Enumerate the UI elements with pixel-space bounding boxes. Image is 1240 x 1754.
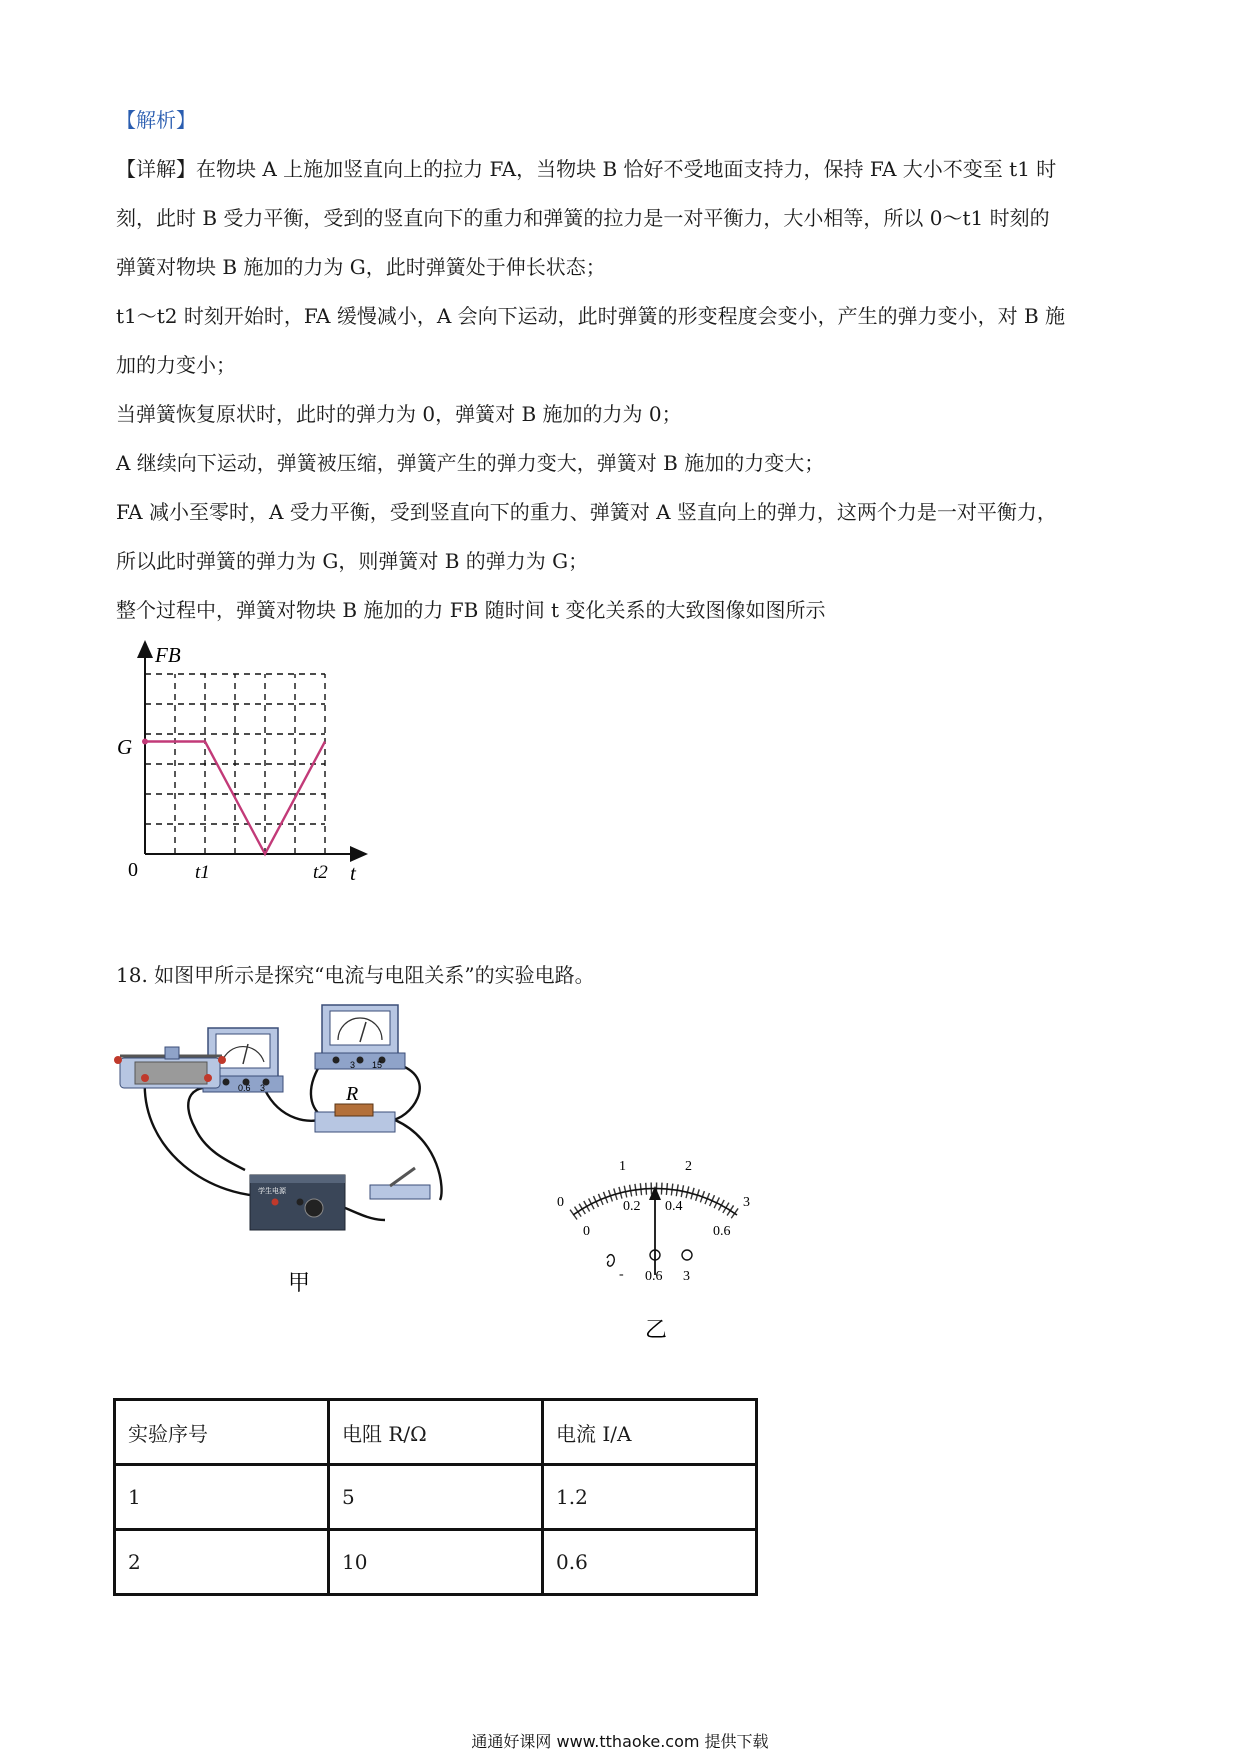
power-supply-label: 学生电源 <box>258 1187 286 1195</box>
top-scale-3: 3 <box>743 1195 750 1210</box>
top-scale-2: 2 <box>685 1159 692 1174</box>
bottom-scale-0.2: 0.2 <box>623 1199 641 1214</box>
analysis-line: 当弹簧恢复原状时，此时的弹力为 0，弹簧对 B 施加的力为 0； <box>116 402 682 426</box>
terminal-minus: - <box>619 1267 624 1282</box>
analysis-line: 弹簧对物块 B 施加的力为 G，此时弹簧处于伸长状态； <box>116 255 606 279</box>
circuit-figure <box>110 1000 510 1300</box>
analysis-line: t1～t2 时刻开始时，FA 缓慢减小，A 会向下运动，此时弹簧的形变程度会变小，产生的弹力变小，对 B 施 <box>116 304 1066 328</box>
table-cell: 2 <box>115 1530 329 1595</box>
power-supply <box>250 1175 345 1230</box>
figure-jia-label: 甲 <box>288 1271 311 1296</box>
table-cell: 5 <box>329 1465 543 1530</box>
table-cell: 10 <box>329 1530 543 1595</box>
ammeter-terminal-label: 0.6 <box>238 1083 251 1093</box>
analysis-line: A 继续向下运动，弹簧被压缩，弹簧产生的弹力变大，弹簧对 B 施加的力变大； <box>116 451 825 475</box>
terminal-3: 3 <box>683 1269 690 1284</box>
bottom-scale-0.4: 0.4 <box>665 1199 683 1214</box>
analysis-line: FA 减小至零时，A 受力平衡，受到竖直向下的重力、弹簧对 A 竖直向上的弹力，这两个力是一对平衡力， <box>116 500 1057 524</box>
resistor-label: R <box>346 1083 359 1105</box>
voltmeter <box>315 1005 405 1070</box>
graph-series <box>142 739 325 855</box>
analysis-line: 整个过程中，弹簧对物块 B 施加的力 FB 随时间 t 变化关系的大致图像如图所示 <box>116 598 826 622</box>
g-tick-label: G <box>117 735 133 759</box>
analysis-line: 加的力变小； <box>116 353 236 377</box>
analysis-heading: 【解析】 <box>116 108 196 132</box>
bottom-scale-0: 0 <box>583 1224 590 1239</box>
analysis-line: 所以此时弹簧的弹力为 G，则弹簧对 B 的弹力为 G； <box>116 549 589 573</box>
table-cell: 1.2 <box>543 1465 757 1530</box>
table-header-cell: 实验序号 <box>115 1400 329 1465</box>
series-start-point <box>142 739 148 745</box>
voltmeter-terminal-label: 3 <box>350 1060 356 1070</box>
table-row <box>115 1530 757 1595</box>
bottom-scale-0.6: 0.6 <box>713 1224 731 1239</box>
switch <box>370 1168 430 1199</box>
t1-tick-label: t1 <box>195 862 210 883</box>
graph-grid <box>145 674 325 854</box>
terminal-0.6: 0.6 <box>645 1269 663 1284</box>
resistor <box>315 1083 395 1132</box>
data-table <box>113 1398 758 1596</box>
table-cell: 0.6 <box>543 1530 757 1595</box>
table-header-cell: 电阻 R/Ω <box>329 1400 543 1465</box>
question-18: 18. 如图甲所示是探究“电流与电阻关系”的实验电路。 <box>116 963 595 987</box>
ammeter-terminal-label: 3 <box>260 1083 266 1093</box>
t2-tick-label: t2 <box>313 862 328 883</box>
force-time-graph <box>110 640 380 890</box>
analysis-line: 刻，此时 B 受力平衡，受到的竖直向下的重力和弹簧的拉力是一对平衡力，大小相等，所以 0～t1 时刻的 <box>116 206 1050 230</box>
origin-label: 0 <box>128 859 138 881</box>
table-row <box>115 1465 757 1530</box>
voltmeter-terminal-label: 15 <box>372 1060 383 1070</box>
figure-yi-label: 乙 <box>645 1318 668 1340</box>
analysis-line: 【详解】在物块 A 上施加竖直向上的拉力 FA，当物块 B 恰好不受地面支持力，保持 FA 大小不变至 t1 时 <box>116 157 1057 181</box>
table-cell: 1 <box>115 1465 329 1530</box>
x-axis-label: t <box>350 861 356 885</box>
top-scale-0: 0 <box>557 1195 564 1210</box>
y-axis-label: FB <box>155 643 181 667</box>
page-footer: 通通好课网 www.tthaoke.com 提供下载 <box>471 1732 769 1751</box>
table-header-row <box>115 1400 757 1465</box>
meter-dial-figure <box>545 1150 775 1340</box>
table-header-cell: 电流 I/A <box>543 1400 757 1465</box>
top-scale-1: 1 <box>619 1159 626 1174</box>
